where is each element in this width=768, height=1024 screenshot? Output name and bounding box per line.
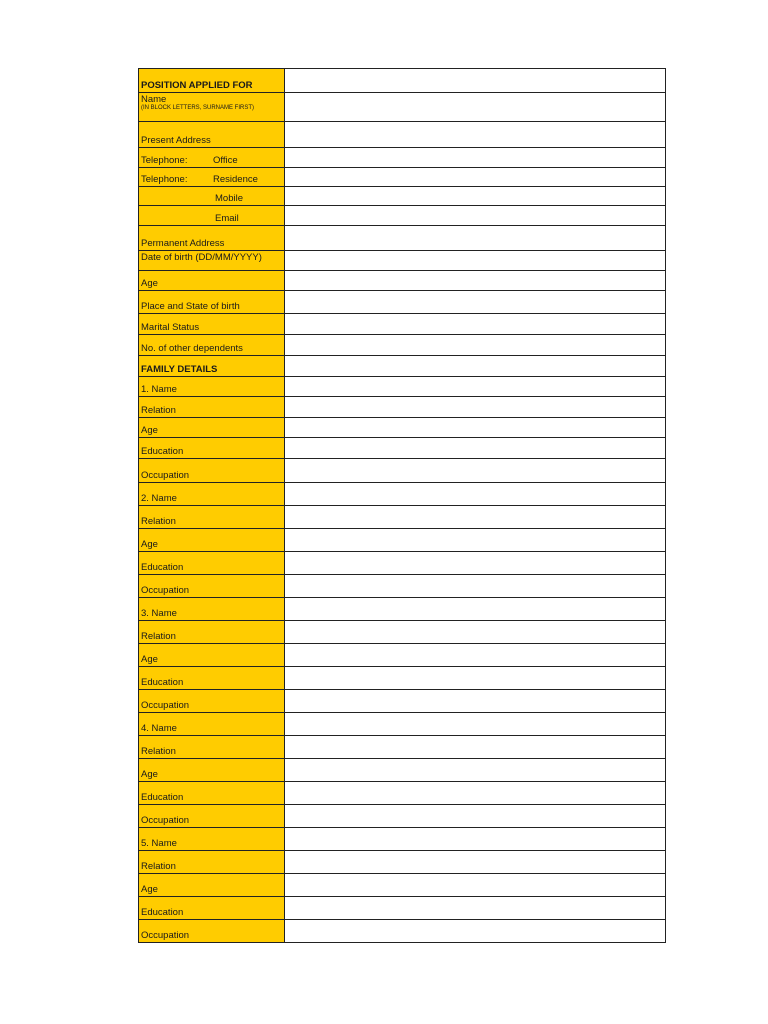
label-text: Education <box>141 446 184 457</box>
input-field[interactable] <box>285 335 665 355</box>
field-label <box>139 621 285 643</box>
form-row <box>139 712 665 735</box>
label-text: 2. Name <box>141 493 177 504</box>
field-label <box>139 418 285 437</box>
field-label <box>139 690 285 712</box>
label-text: Education <box>141 792 184 803</box>
label-text: Relation <box>141 405 176 416</box>
field-label <box>139 187 285 205</box>
input-field[interactable] <box>285 920 665 942</box>
form-row <box>139 225 665 250</box>
input-field[interactable] <box>285 897 665 919</box>
label-text: Mobile <box>215 193 243 204</box>
form-row <box>139 896 665 919</box>
label-text: 1. Name <box>141 384 177 395</box>
label-text: Age <box>141 654 158 665</box>
field-label <box>139 356 285 376</box>
label-text: POSITION APPLIED FOR <box>141 80 253 91</box>
form-row <box>139 781 665 804</box>
form-row <box>139 186 665 205</box>
form-row <box>139 313 665 334</box>
label-subtype: Office <box>213 155 238 166</box>
field-label <box>139 291 285 313</box>
label-text: Present Address <box>141 135 211 146</box>
form-row <box>139 270 665 290</box>
label-text: Telephone: <box>141 155 188 166</box>
input-field[interactable] <box>285 598 665 620</box>
label-text: Age <box>141 425 158 436</box>
label-text: Education <box>141 907 184 918</box>
input-field[interactable] <box>285 690 665 712</box>
field-label <box>139 335 285 355</box>
label-text: Occupation <box>141 700 190 711</box>
label-text: Relation <box>141 746 176 757</box>
form-row <box>139 121 665 147</box>
input-field[interactable] <box>285 805 665 827</box>
form-row <box>139 437 665 458</box>
form-row <box>139 69 665 92</box>
field-label <box>139 314 285 334</box>
field-label <box>139 897 285 919</box>
form-row <box>139 758 665 781</box>
form-row <box>139 458 665 482</box>
form-row <box>139 873 665 896</box>
input-field[interactable] <box>285 291 665 313</box>
field-label <box>139 575 285 597</box>
label-text: Relation <box>141 631 176 642</box>
field-label <box>139 377 285 396</box>
label-text: Name <box>141 94 167 105</box>
field-label <box>139 438 285 458</box>
field-label <box>139 644 285 666</box>
form-row <box>139 827 665 850</box>
input-field[interactable] <box>285 759 665 781</box>
input-field[interactable] <box>285 314 665 334</box>
field-label <box>139 667 285 689</box>
field-label <box>139 920 285 942</box>
label-text: Place and State of birth <box>141 301 240 312</box>
input-field[interactable] <box>285 644 665 666</box>
input-field[interactable] <box>285 828 665 850</box>
field-label <box>139 459 285 482</box>
field-label <box>139 782 285 804</box>
field-label <box>139 874 285 896</box>
label-text: Relation <box>141 516 176 527</box>
form-row <box>139 643 665 666</box>
form-row <box>139 574 665 597</box>
form-row <box>139 919 665 942</box>
field-label <box>139 206 285 225</box>
field-label <box>139 736 285 758</box>
input-field[interactable] <box>285 552 665 574</box>
form-row <box>139 804 665 827</box>
label-text: No. of other dependents <box>141 343 243 354</box>
label-text: Age <box>141 539 158 550</box>
form-row <box>139 355 665 376</box>
form-row <box>139 482 665 505</box>
input-field[interactable] <box>285 529 665 551</box>
form-row <box>139 735 665 758</box>
field-label <box>139 271 285 290</box>
label-text: Occupation <box>141 815 190 826</box>
input-field[interactable] <box>285 667 665 689</box>
form-row <box>139 334 665 355</box>
label-text: 5. Name <box>141 838 177 849</box>
label-text: 3. Name <box>141 608 177 619</box>
input-field[interactable] <box>285 122 665 147</box>
field-label <box>139 397 285 417</box>
input-field[interactable] <box>285 251 665 270</box>
input-field[interactable] <box>285 69 665 92</box>
label-text: Permanent Address <box>141 238 225 249</box>
form-row <box>139 147 665 167</box>
label-text: Age <box>141 278 158 289</box>
field-label <box>139 226 285 250</box>
input-field[interactable] <box>285 483 665 505</box>
label-text: 4. Name <box>141 723 177 734</box>
input-field[interactable] <box>285 271 665 290</box>
application-form <box>138 68 666 943</box>
field-label <box>139 851 285 873</box>
label-text: Education <box>141 562 184 573</box>
input-field[interactable] <box>285 575 665 597</box>
label-text: Date of birth (DD/MM/YYYY) <box>141 252 262 263</box>
input-field[interactable] <box>285 621 665 643</box>
input-field[interactable] <box>285 874 665 896</box>
field-label <box>139 805 285 827</box>
input-field[interactable] <box>285 397 665 417</box>
field-label <box>139 148 285 167</box>
label-subtype: Residence <box>213 174 258 185</box>
field-label <box>139 713 285 735</box>
input-field[interactable] <box>285 93 665 121</box>
label-text: Relation <box>141 861 176 872</box>
input-field[interactable] <box>285 206 665 225</box>
field-label <box>139 251 285 270</box>
input-field[interactable] <box>285 506 665 528</box>
form-row <box>139 290 665 313</box>
field-label <box>139 552 285 574</box>
input-field[interactable] <box>285 782 665 804</box>
field-label <box>139 506 285 528</box>
label-text: Occupation <box>141 930 190 941</box>
label-text: Occupation <box>141 470 190 481</box>
input-field[interactable] <box>285 187 665 205</box>
field-label <box>139 483 285 505</box>
form-row <box>139 850 665 873</box>
input-field[interactable] <box>285 148 665 167</box>
form-row <box>139 505 665 528</box>
field-label <box>139 93 285 121</box>
field-label <box>139 168 285 186</box>
input-field[interactable] <box>285 459 665 482</box>
field-label <box>139 759 285 781</box>
field-label <box>139 69 285 92</box>
form-row <box>139 396 665 417</box>
input-field[interactable] <box>285 438 665 458</box>
form-row <box>139 92 665 121</box>
input-field[interactable] <box>285 356 665 376</box>
form-row <box>139 551 665 574</box>
form-row <box>139 597 665 620</box>
input-field[interactable] <box>285 851 665 873</box>
input-field[interactable] <box>285 168 665 186</box>
label-text: Occupation <box>141 585 190 596</box>
form-row <box>139 250 665 270</box>
label-text: Age <box>141 884 158 895</box>
input-field[interactable] <box>285 418 665 437</box>
form-row <box>139 666 665 689</box>
form-row <box>139 689 665 712</box>
label-text: Marital Status <box>141 322 200 333</box>
form-row <box>139 620 665 643</box>
label-text: Education <box>141 677 184 688</box>
form-row <box>139 528 665 551</box>
label-text: Age <box>141 769 158 780</box>
input-field[interactable] <box>285 736 665 758</box>
label-text: Telephone: <box>141 174 188 185</box>
form-row <box>139 376 665 396</box>
form-row <box>139 205 665 225</box>
form-row <box>139 417 665 437</box>
field-label <box>139 122 285 147</box>
input-field[interactable] <box>285 226 665 250</box>
input-field[interactable] <box>285 713 665 735</box>
input-field[interactable] <box>285 377 665 396</box>
field-label <box>139 828 285 850</box>
label-text: FAMILY DETAILS <box>141 364 218 375</box>
label-hint: (IN BLOCK LETTERS, SURNAME FIRST) <box>141 105 255 111</box>
field-label <box>139 529 285 551</box>
form-row <box>139 167 665 186</box>
label-text: Email <box>215 213 239 224</box>
field-label <box>139 598 285 620</box>
